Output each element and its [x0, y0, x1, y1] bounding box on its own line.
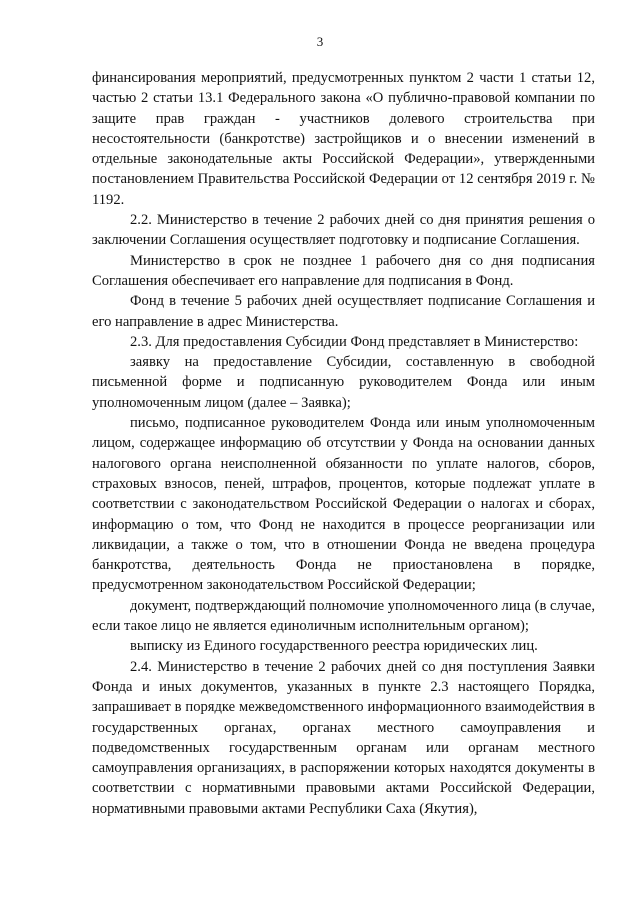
paragraph-registry-extract: выписку из Единого государственного реестра юридических лиц.: [130, 638, 538, 655]
document-body: [92, 68, 595, 819]
page-number: 3: [316, 34, 324, 49]
paragraph-letter: письмо, подписанное руководителем Фонда или иным уполномоченным лицом, содержащее информацию об отсутствии у Фонда на основании данных налогового органа неисполненной обязанности по уплате налогов, сборов, страховых взносов, пеней, штрафов, процентов, которые подлежат уплате в соответствии с законодательством Российской Федерации о налогах и сборах, информацию о том, что Фонд не находится в процессе реорганизации или ликвидации, а также о том, что в отношении Фонда не введена процедура банкротства, деятельность Фонда не приостановлена в порядке, предусмотренном законодательством Российской Федерации;: [92, 415, 595, 594]
paragraph-ministry-deadline: Министерство в срок не позднее 1 рабочего дня со дня подписания Соглашения обеспечивает его направление для подписания в Фонд.: [92, 252, 595, 289]
paragraph-application: заявку на предоставление Субсидии, составленную в свободной письменной форме и подписанную руководителем Фонда или иным уполномоченным лицом (далее – Заявка);: [92, 354, 595, 411]
paragraph-authority-document: документ, подтверждающий полномочие уполномоченного лица (в случае, если такое лицо не является единоличным исполнительным органом);: [92, 597, 595, 635]
paragraph-financing: финансирования мероприятий, предусмотренных пунктом 2 части 1 статьи 12, частью 2 статьи 13.1 Федерального закона «О публично-правовой компании по защите прав граждан - участников долевого строительства при несостоятельности (банкротстве) застройщиков и о внесении изменений в отдельные законодательные акты Российской Федерации», утвержденными постановлением Правительства Российской Федерации от 12 сентября 2019 г. № 1192.: [92, 70, 595, 208]
paragraph-2-4: 2.4. Министерство в течение 2 рабочих дней со дня поступления Заявки Фонда и иных документов, указанных в пункте 2.3 настоящего Порядка, запрашивает в порядке межведомственного информационного взаимодействия в государственных органах, органах местного самоуправления и подведомственных государственным органам или органам местного самоуправления организациях, в распоряжении которых находятся документы в соответствии с нормативными правовыми актами Российской Федерации, нормативными правовыми актами Республики Саха (Якутия),: [92, 658, 595, 817]
paragraph-2-3: 2.3. Для предоставления Субсидии Фонд представляет в Министерство:: [130, 333, 579, 350]
paragraph-2-2: 2.2. Министерство в течение 2 рабочих дней со дня принятия решения о заключении Соглашения осуществляет подготовку и подписание Соглашения.: [92, 212, 595, 249]
paragraph-fund-signing: Фонд в течение 5 рабочих дней осуществляет подписание Соглашения и его направление в адрес Министерства.: [92, 293, 595, 330]
